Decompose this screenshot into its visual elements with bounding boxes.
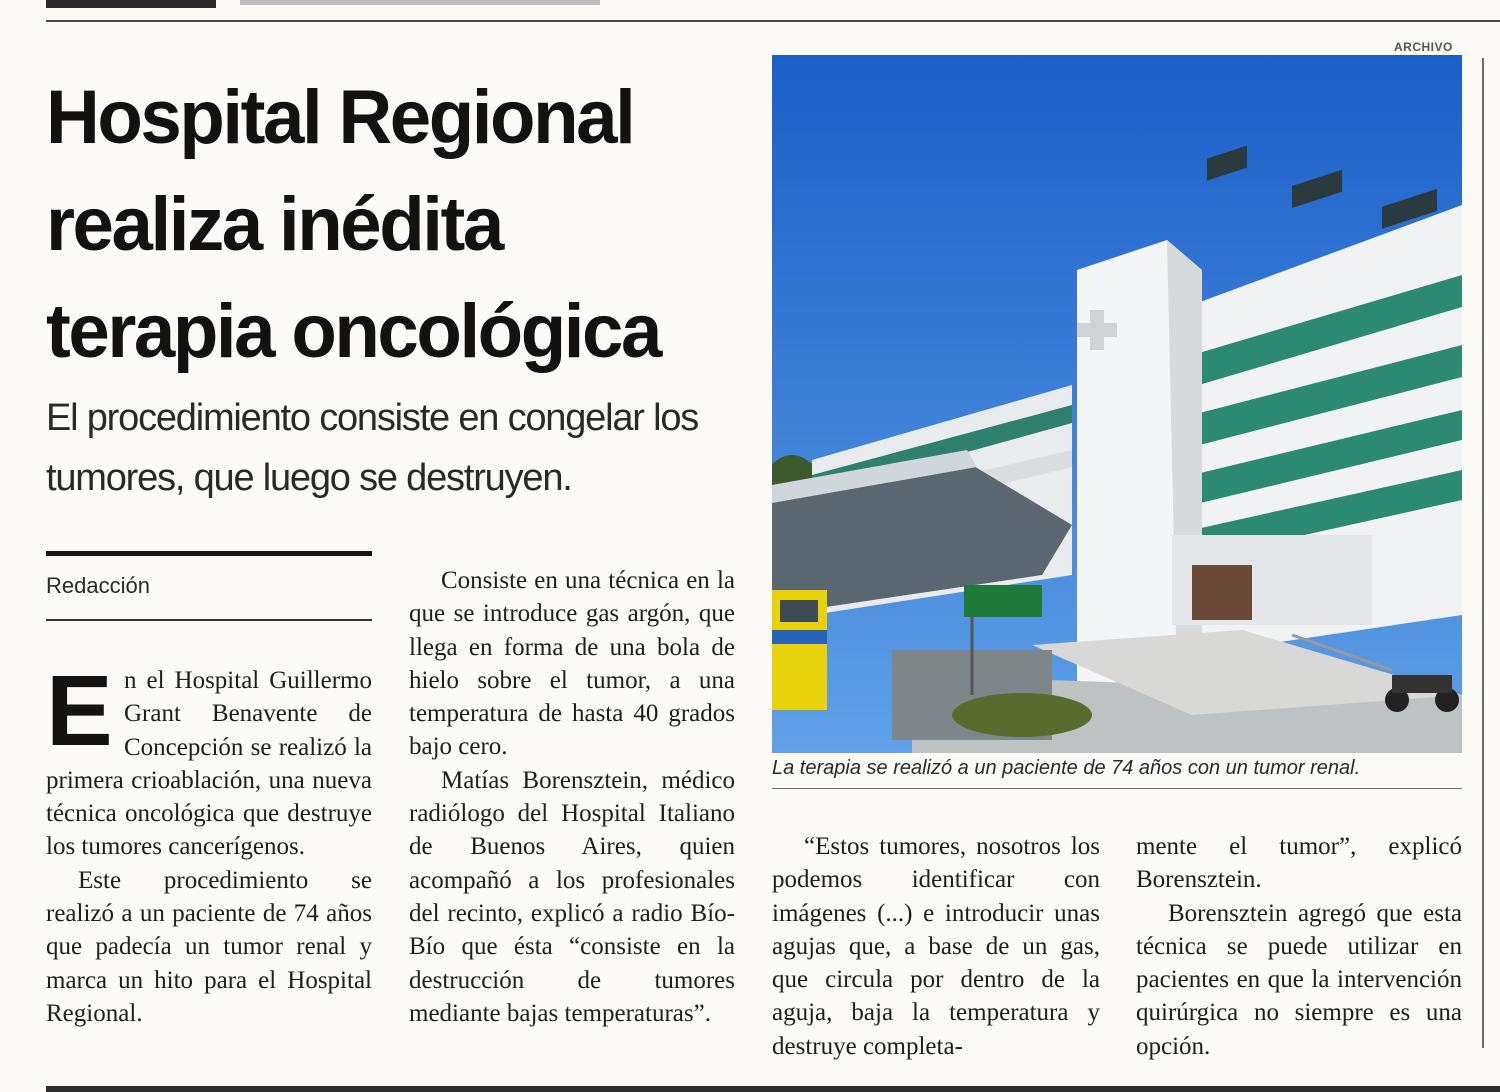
paragraph: Consiste en una técnica en la que se introduce gas argón, que llega en forma de una bola de hielo sobre el tumor, a una temperatura de hasta 40 grados bajo cero. — [409, 567, 735, 761]
body-column-4 — [1136, 830, 1462, 1063]
paragraph: mente el tumor”, explicó Borensztein. — [1136, 833, 1462, 894]
headline — [46, 64, 752, 385]
paragraph: Este procedimiento se realizó a un paciente de 74 años que padecía un tumor renal y marca un hito para el Hospital Regional. — [46, 866, 372, 1027]
section-header-text-band — [240, 0, 600, 5]
paragraph: Matías Borensztein, médico radiólogo del Hospital Italiano de Buenos Aires, quien acompañó a los profesionales del recinto, explicó a radio Bío-Bío que ésta “consiste en la destrucción de tumores mediante bajas temperaturas”. — [409, 766, 735, 1027]
bottom-rule — [46, 1086, 1500, 1092]
photo-caption: La terapia se realizó a un paciente de 74 años con un tumor renal. — [772, 757, 1361, 779]
paragraph: Borensztein agregó que esta técnica se puede utilizar en pacientes en que la intervención quirúrgica no siempre es una opción. — [1136, 899, 1462, 1060]
headline-line-2: realiza inédita — [46, 182, 502, 267]
paragraph-text: n el Hospital Guillermo Grant Benavente de Concepción se realizó la primera crioablación, una nueva técnica oncológica que destruye los tumores cancerígenos. — [46, 667, 372, 861]
photo-credit: ARCHIVO — [1394, 40, 1453, 54]
drop-cap: E — [46, 655, 113, 767]
byline-top-rule — [46, 551, 372, 556]
section-header-mark — [46, 0, 216, 8]
subhead-line-1: El procedimiento consiste en congelar los — [46, 397, 699, 439]
headline-line-3: terapia oncológica — [46, 289, 660, 374]
paragraph — [46, 655, 372, 864]
top-rule — [46, 20, 1500, 22]
subhead-line-2: tumores, que luego se destruyen. — [46, 457, 572, 499]
body-column-3 — [772, 830, 1100, 1063]
paragraph: “Estos tumores, nosotros los podemos identificar con imágenes (...) e introducir unas agujas que, a base de un gas, que circula por dentro de la aguja, baja la temperatura y destruye completa- — [772, 833, 1100, 1060]
body-column-1 — [46, 655, 372, 1030]
hospital-photo — [772, 55, 1462, 753]
headline-line-1: Hospital Regional — [46, 75, 634, 160]
byline: Redacción — [46, 573, 150, 598]
body-column-2 — [409, 564, 735, 1030]
byline-bottom-rule — [46, 619, 372, 621]
subheadline — [46, 388, 766, 508]
caption-rule — [772, 788, 1462, 789]
right-column-rule — [1482, 58, 1484, 1048]
